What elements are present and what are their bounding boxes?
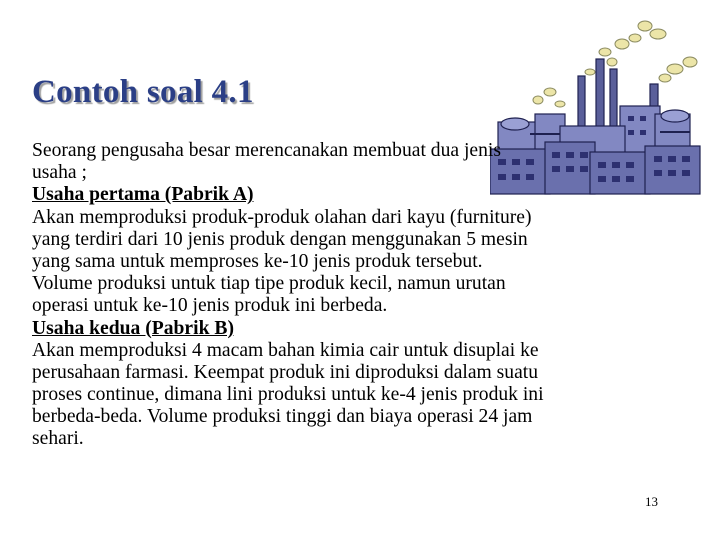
- body-text-line: operasi untuk ke-10 jenis produk ini berbeda.: [32, 295, 388, 317]
- body-text-line: proses continue, dimana lini produksi untuk ke-4 jenis produk ini: [32, 384, 544, 406]
- body-text-line: sehari.: [32, 428, 84, 450]
- body-text-line: yang sama untuk memproses ke-10 jenis produk tersebut.: [32, 250, 483, 272]
- body-text-line: Akan memproduksi 4 macam bahan kimia cair untuk disuplai ke: [32, 339, 539, 361]
- body-text-line: berbeda-beda. Volume produksi tinggi dan biaya operasi 24 jam: [32, 406, 533, 428]
- body-text-line: usaha ;: [32, 162, 87, 184]
- body-text-line: Seorang pengusaha besar merencanakan membuat dua jenis: [32, 140, 501, 161]
- slide-body: [32, 140, 672, 451]
- body-text-line: yang terdiri dari 10 jenis produk dengan menggunakan 5 mesin: [32, 228, 528, 250]
- section-heading: Usaha pertama (Pabrik A): [32, 184, 254, 206]
- body-text-line: Akan memproduksi produk-produk olahan dari kayu (furniture): [32, 206, 532, 228]
- body-text-line: perusahaan farmasi. Keempat produk ini diproduksi dalam suatu: [32, 361, 539, 383]
- section-heading: Usaha kedua (Pabrik B): [32, 317, 234, 339]
- page-number: 13: [645, 494, 658, 509]
- slide-title: Contoh soal 4.1: [32, 74, 254, 110]
- body-text-line: Volume produksi untuk tiap tipe produk kecil, namun urutan: [32, 273, 506, 295]
